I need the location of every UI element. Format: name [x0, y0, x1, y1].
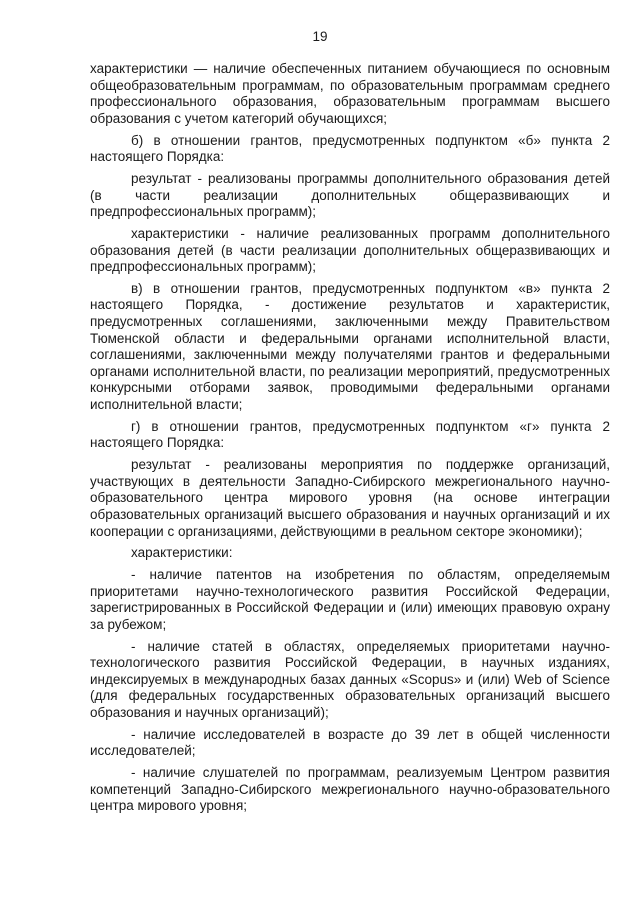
page-number: 19 [312, 29, 328, 44]
paragraph-characteristics-g-heading: характеристики: [131, 545, 233, 561]
list-item-listeners: - наличие слушателей по программам, реализуемым Центром развития компетенций Западно-Сибирского межрегионального научно-образовательного центра мирового уровня; [90, 765, 610, 814]
paragraph-grants-g-heading: г) в отношении грантов, предусмотренных подпунктом «г» пункта 2 настоящего Порядка: [90, 418, 610, 451]
list-item-researchers: - наличие исследователей в возрасте до 39 лет в общей численности исследователей; [90, 726, 610, 759]
paragraph-result-g: результат - реализованы мероприятия по поддержке организаций, участвующих в деятельности Западно-Сибирского межрегионального научно-образовательного центра мирового уровня (на основе интеграции образовательных организаций высшего образования и научных организаций и их кооперации с организациями, действующими в реальном секторе экономики); [90, 457, 610, 539]
list-item-articles: - наличие статей в областях, определяемых приоритетами научно-технологического развития Российской Федерации, в научных изданиях, индексируемых в международных базах данных «Scopus» и (или) Web of Science (для федеральных государственных образовательных организаций высшего образования и научных организаций); [90, 638, 610, 721]
list-item-patents: - наличие патентов на изобретения по областям, определяемым приоритетами научно-технологического развития Российской Федерации, зарегистрированных в Российской Федерации и (или) имеющих правовую охрану за рубежом; [90, 567, 610, 632]
paragraph-grants-v: в) в отношении грантов, предусмотренных подпунктом «в» пункта 2 настоящего Порядка, - достижение результатов и характеристик, предусмотренных соглашениями, заключенными между Правительством Тюменской области и федеральными органами исполнительной власти, соглашениями, заключенными между получателями грантов и федеральными органами исполнительной власти, по реализации мероприятий, предусмотренных конкурсными отборами заявок, проводимыми федеральными органами исполнительной власти; [90, 280, 610, 413]
paragraph-characteristics-nutrition: характеристики — наличие обеспеченных питанием обучающиеся по основным общеобразовательным программам, по образовательным программам среднего профессионального образования, образовательным программам высшего образования с учетом категорий обучающихся; [90, 61, 610, 126]
paragraph-result-b: результат - реализованы программы дополнительного образования детей (в части реализации дополнительных общеразвивающих и предпрофессиональных программ); [90, 170, 610, 220]
document-body [90, 61, 610, 820]
paragraph-grants-b-heading: б) в отношении грантов, предусмотренных подпунктом «б» пункта 2 настоящего Порядка: [90, 132, 610, 165]
paragraph-characteristics-b: характеристики - наличие реализованных программ дополнительного образования детей (в части реализации дополнительных общеразвивающих и предпрофессиональных программ); [90, 225, 610, 275]
